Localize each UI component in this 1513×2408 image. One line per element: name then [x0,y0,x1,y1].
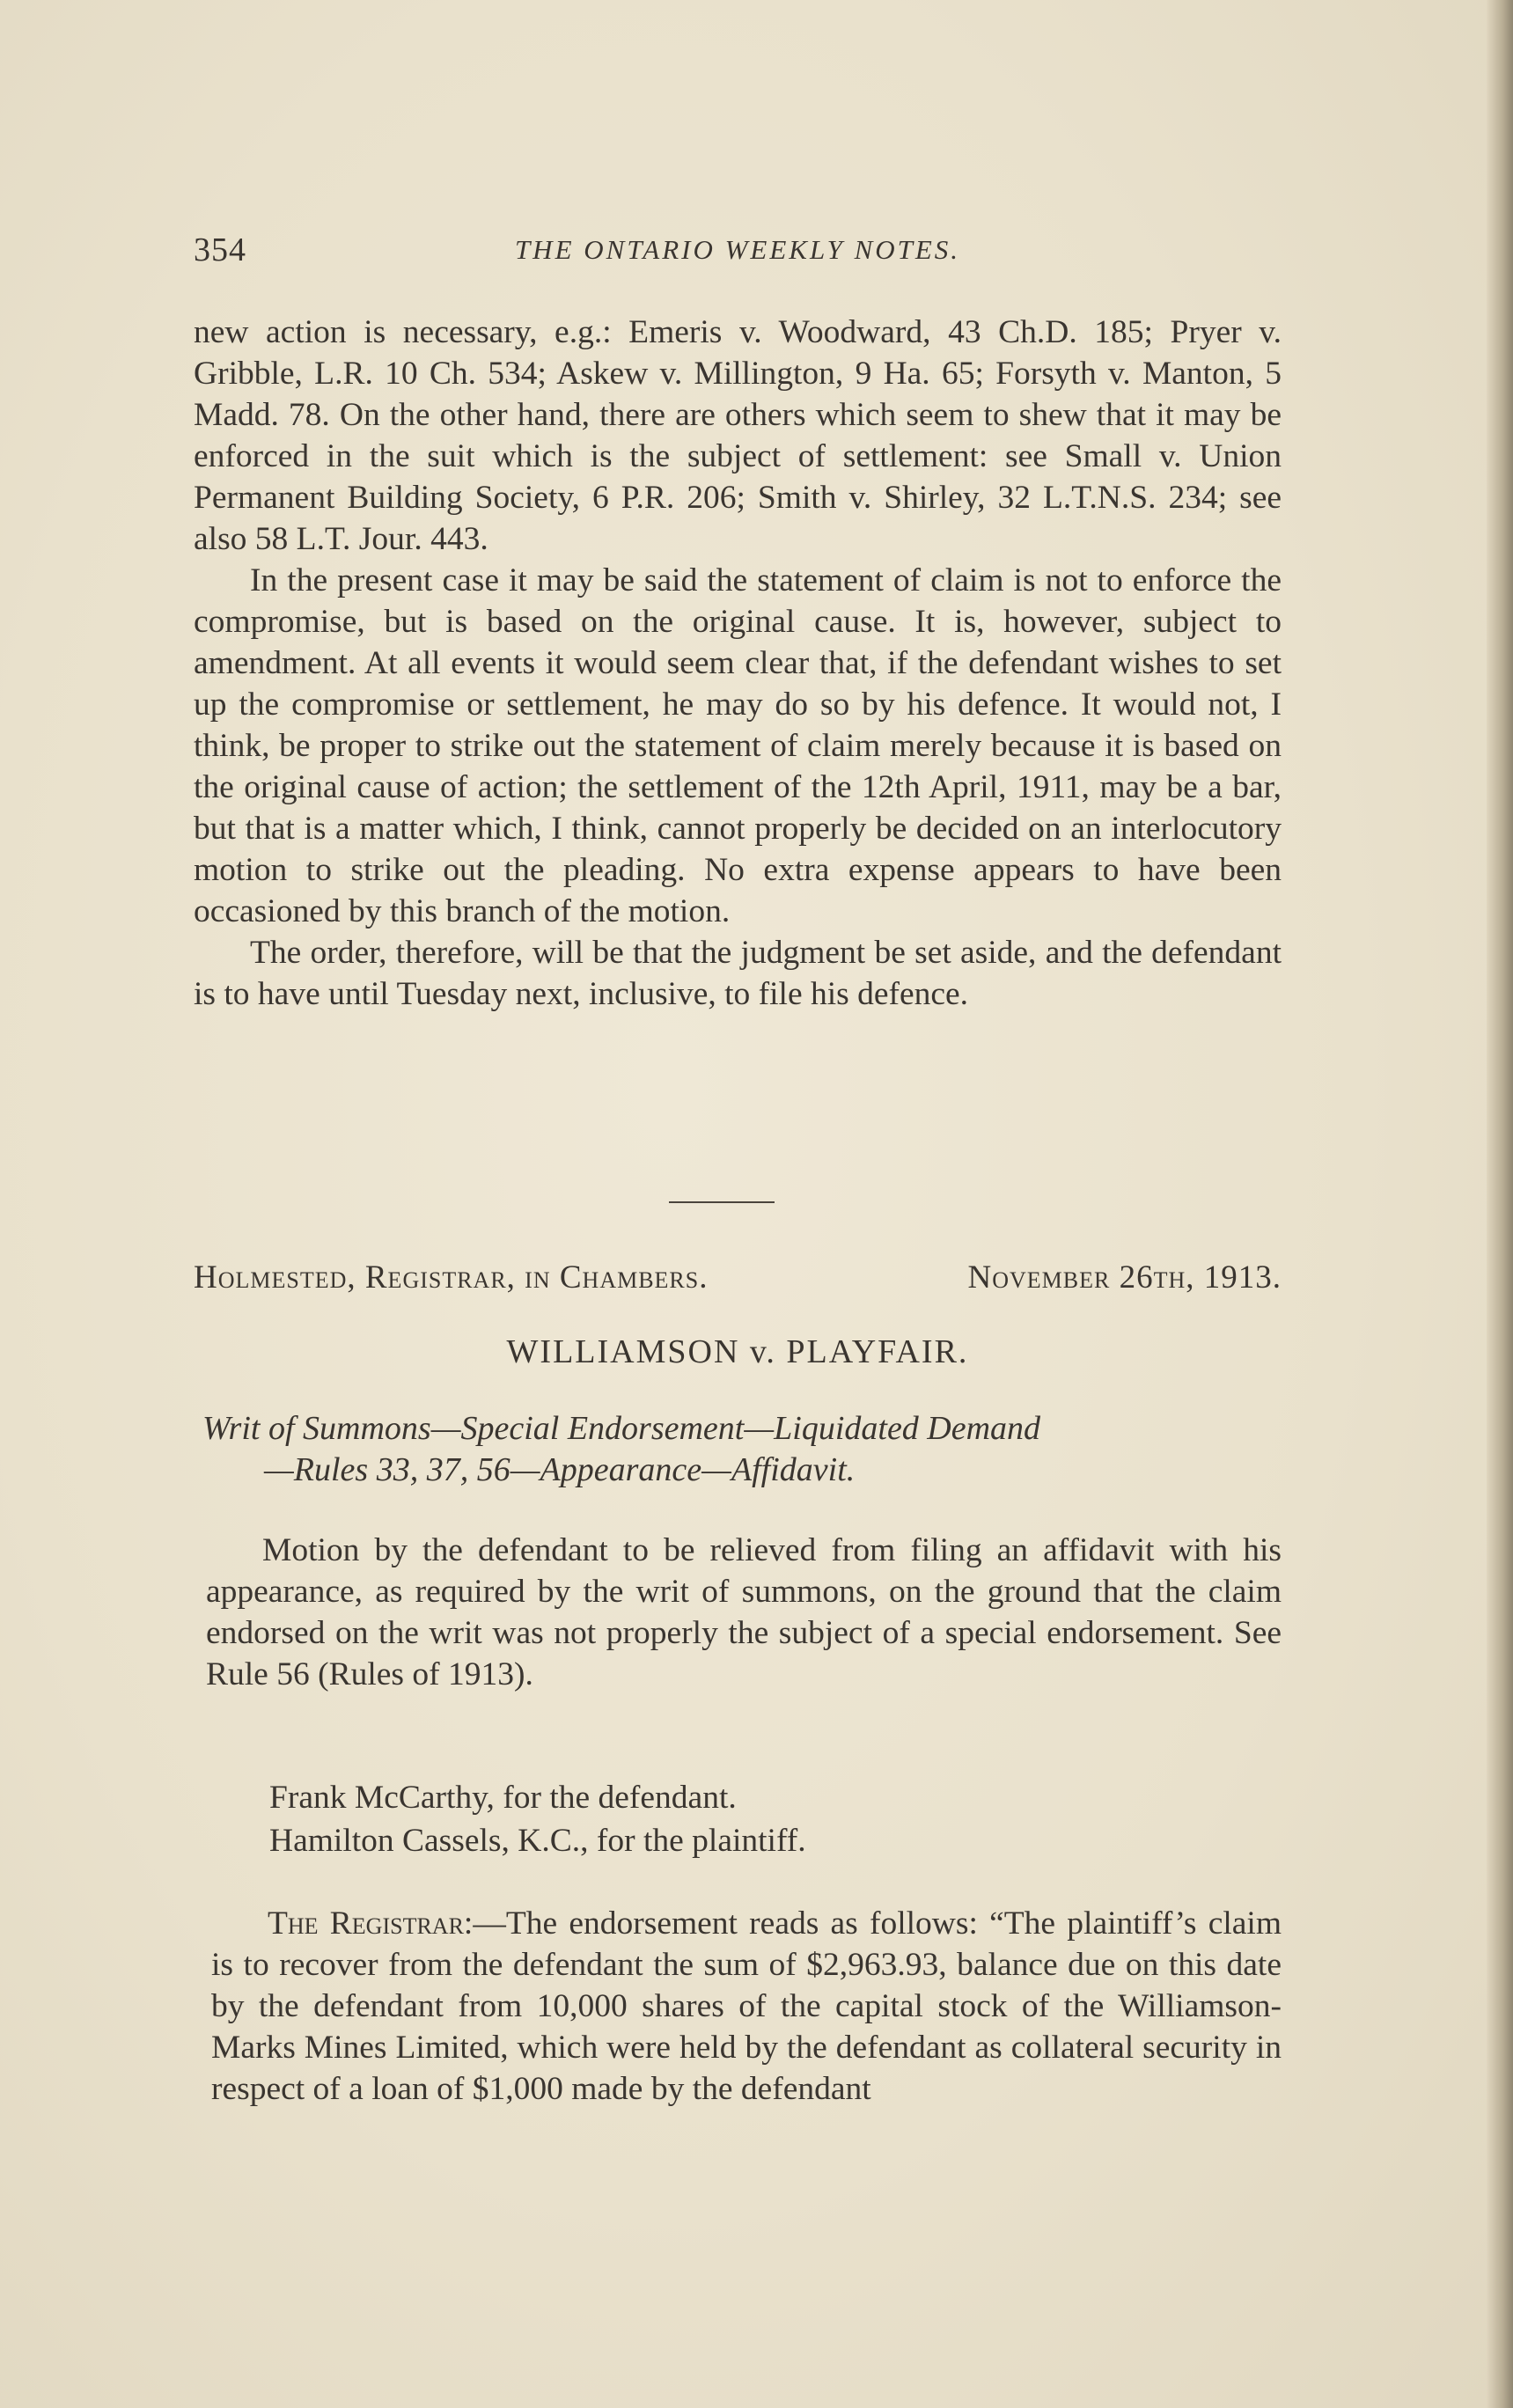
headnote-line-1: Writ of Summons—Special Endorsement—Liquidated Demand [202,1410,1041,1447]
registrar-label: The Registrar: [268,1905,474,1942]
registrar-paragraph [211,1903,1282,2110]
counsel-plaintiff: Hamilton Cassels, K.C., for the plaintiff. [269,1823,806,1859]
headnote [202,1408,1282,1491]
registrar-block [211,1903,1282,2110]
case-title: WILLIAMSON v. PLAYFAIR. [506,1333,969,1370]
paragraph-3: The order, therefore, will be that the judgment be set aside, and the defendant is to have until Tuesday next, inclusive, to file his defence. [194,935,1282,1012]
journal-title: THE ONTARIO WEEKLY NOTES. [514,234,961,265]
headnote-line-2: —Rules 33, 37, 56—Appearance—Affidavit. [264,1451,856,1488]
decision-date: November 26th, 1913. [967,1259,1282,1296]
counsel-defendant: Frank McCarthy, for the defendant. [269,1780,737,1816]
counsel-block [269,1776,1238,1862]
paragraph-2: In the present case it may be said the statement of claim is not to enforce the compromise, but is based on the original cause. It is, however, subject to amendment. At all events it would seem clear that, if the defendant wishes to set up the compromise or settlement, he may do so by his defence. It would not, I think, be proper to strike out the statement of claim merely because it is based on the original cause of action; the settlement of the 12th April, 1911, may be a bar, but that is a matter which, I think, cannot properly be decided on an interlocutory motion to strike out the pleading. No extra expense appears to have been occasioned by this branch of the motion. [194,562,1282,929]
registrar-text: —The endorsement reads as follows: “The plaintiff’s claim is to recover from the defendant the sum of $2,963.93, balance due on this date by the defendant from 10,000 shares of the capital stock of the Williamson-Marks Mines Limited, which were held by the defendant as collateral security in respect of a loan of $1,000 made by the defendant [211,1905,1282,2107]
court-line [194,1259,1282,1303]
court-name: Holmested, Registrar, in Chambers. [194,1259,709,1296]
page-edge-shadow [1487,0,1513,2408]
motion-block [206,1530,1282,1695]
page-number: 354 [194,231,246,268]
paragraph-1: new action is necessary, e.g.: Emeris v. Woodward, 43 Ch.D. 185; Pryer v. Gribble, L.R. 10 Ch. 534; Askew v. Millington, 9 Ha. 65; Forsyth v. Manton, 5 Madd. 78. On the other hand, there are others which seem to shew that it may be enforced in the suit which is the subject of settlement: see Small v. Union Permanent Building Society, 6 P.R. 206; Smith v. Shirley, 32 L.T.N.S. 234; see also 58 L.T. Jour. 443. [194,314,1282,557]
motion-paragraph: Motion by the defendant to be relieved from filing an affidavit with his appearance, as required by the writ of summons, on the ground that the claim endorsed on the writ was not properly the subject of a special endorsement. See Rule 56 (Rules of 1913). [206,1532,1282,1692]
section-divider [669,1201,775,1203]
body-text-top [194,312,1282,1015]
running-header [194,231,1282,275]
